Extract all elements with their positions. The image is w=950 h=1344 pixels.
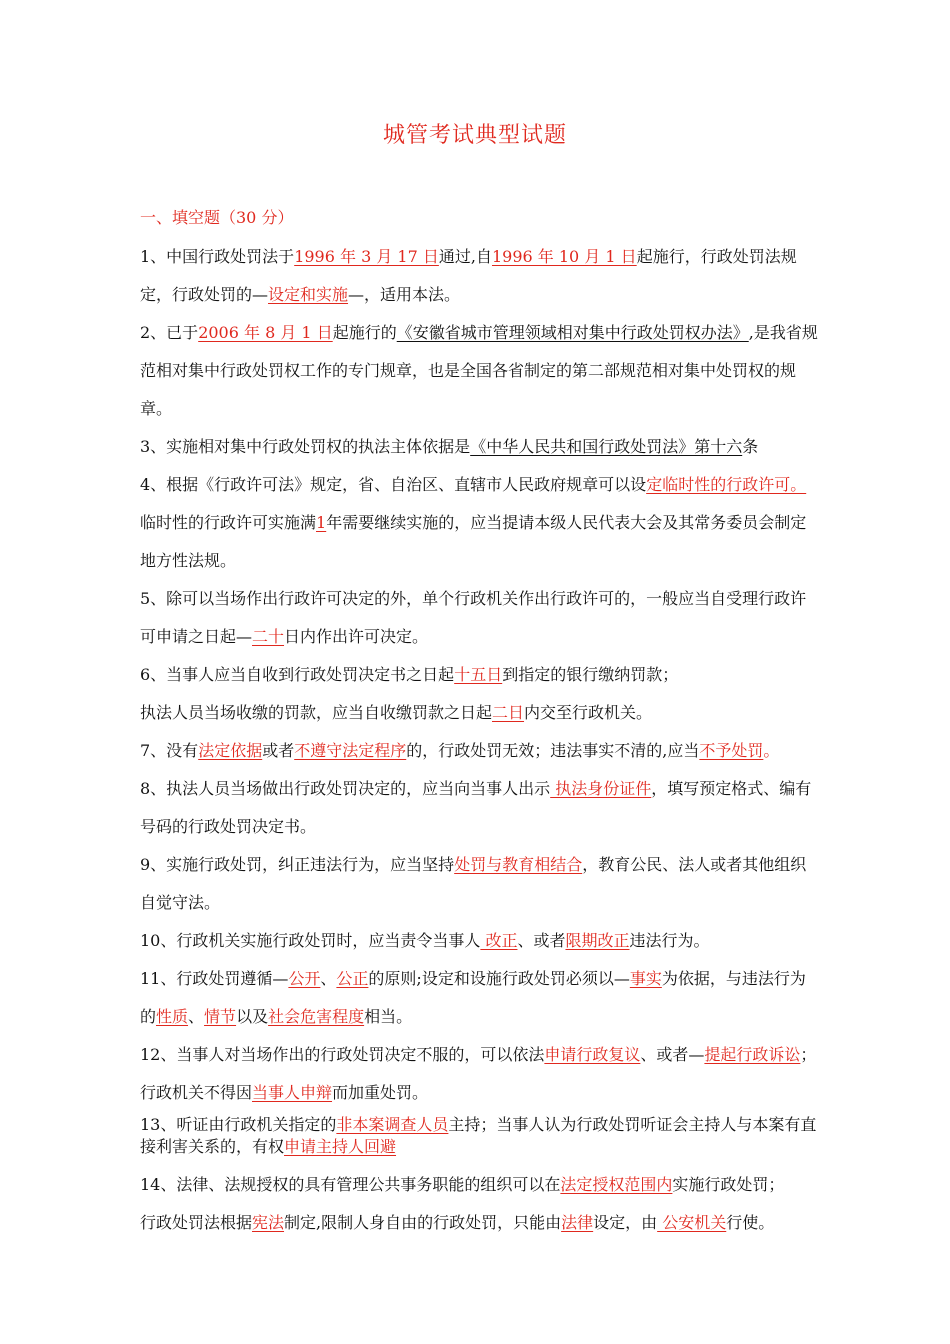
question-text: 10、行政机关实施行政处罚时，应当责令当事人	[140, 931, 481, 950]
answer-blank: 限期改正	[565, 931, 630, 950]
question-text: 为依据，与违法行为的	[140, 969, 806, 1026]
answer-blank: 公开	[288, 969, 321, 988]
question-text: ，填写预定格式、编有号码的行政处罚决定书。	[140, 779, 812, 836]
question-text: 设定，由	[593, 1213, 658, 1232]
question-paragraph	[140, 580, 818, 656]
question-paragraph	[140, 1114, 818, 1158]
answer-blank: 申请行政复议	[544, 1045, 641, 1064]
question-text: 13、听证由行政机关指定的	[140, 1115, 337, 1134]
answer-blank: 定临时性的行政许可。	[646, 475, 807, 494]
question-text: 的，行政处罚无效；违法事实不清的,应当	[406, 741, 700, 760]
question-text: 11、行政处罚遵循—	[140, 969, 289, 988]
answer-blank: 提起行政诉讼	[704, 1045, 801, 1064]
answer-blank: 2006 年 8 月 1 日	[198, 323, 333, 342]
question-paragraph	[140, 656, 818, 694]
question-paragraph	[140, 1036, 818, 1112]
question-text: 而加重处罚。	[332, 1083, 429, 1102]
question-text: 日内作出许可决定。	[284, 627, 429, 646]
question-text: 行政处罚法根据	[140, 1213, 253, 1232]
question-paragraph	[140, 694, 818, 732]
answer-blank: 事实	[629, 969, 662, 988]
answer-blank: 宪法	[252, 1213, 285, 1232]
question-text: 、或者—	[640, 1045, 705, 1064]
question-text: 、	[320, 969, 337, 988]
question-text: 14、法律、法规授权的具有管理公共事务职能的组织可以在	[140, 1175, 561, 1194]
question-paragraph	[140, 770, 818, 846]
answer-blank: 非本案调查人员	[336, 1115, 449, 1134]
answer-blank: 1996 年 10 月 1 日	[491, 247, 637, 266]
question-text: 条	[742, 437, 759, 456]
answer-blank: 性质	[156, 1007, 189, 1026]
question-text: 执法人员当场收缴的罚款，应当自收缴罚款之日起	[140, 703, 493, 722]
answer-blank: 法律	[561, 1213, 594, 1232]
question-text: ，教育公民、法人或者其他组织自觉守法。	[140, 855, 807, 912]
question-text: 7、没有	[140, 741, 199, 760]
answer-blank: 1	[316, 513, 327, 532]
question-text: 12、当事人对当场作出的行政处罚决定不服的，可以依法	[140, 1045, 545, 1064]
answer-blank: 1996 年 3 月 17 日	[294, 247, 439, 266]
question-text: 主持；当事人认为行政处罚听证会主持人与本案有直接利害关系的，有权	[140, 1115, 817, 1156]
question-text: 1、中国行政处罚法于	[140, 247, 295, 266]
question-text: 8、执法人员当场做出行政处罚决定的，应当向当事人出示	[140, 779, 551, 798]
question-text: 实施行政处罚；	[672, 1175, 785, 1194]
question-text: 起施行的	[332, 323, 397, 342]
question-text: 相当。	[364, 1007, 413, 1026]
question-text: 制定,限制人身自由的行政处罚，只能由	[284, 1213, 562, 1232]
answer-blank: 法定依据	[198, 741, 263, 760]
question-text: 违法行为。	[629, 931, 710, 950]
question-paragraph	[140, 846, 818, 922]
question-list	[140, 238, 818, 1242]
answer-blank: 公正	[336, 969, 369, 988]
answer-blank: 《安徽省城市管理领域相对集中行政处罚权办法》	[396, 323, 749, 342]
question-text: 或者	[262, 741, 295, 760]
question-text: 通过,自	[438, 247, 492, 266]
question-text: 6、当事人应当自收到行政处罚决定书之日起	[140, 665, 455, 684]
question-paragraph	[140, 732, 818, 770]
question-paragraph	[140, 1204, 818, 1242]
question-text: 行使。	[726, 1213, 775, 1232]
question-text: 9、实施行政处罚，纠正违法行为，应当坚持	[140, 855, 455, 874]
question-paragraph	[140, 314, 818, 428]
question-text: 临时性的行政许可实施满	[140, 513, 317, 532]
answer-blank: 执法身份证件	[550, 779, 652, 798]
document-title: 城管考试典型试题	[382, 123, 567, 148]
question-text: 以及	[236, 1007, 269, 1026]
answer-blank: 情节	[204, 1007, 237, 1026]
question-paragraph	[140, 960, 818, 1036]
question-text: 2、已于	[140, 323, 199, 342]
question-text: 年需要继续实施的，应当提请本级人民代表大会及其常务委员会制定地方性法规。	[140, 513, 807, 570]
question-text: ,是我省规范相对集中行政处罚权工作的专门规章，也是全国各省制定的第二部规范相对集中处罚权的规章。	[140, 323, 818, 418]
answer-blank: 二十	[252, 627, 285, 646]
answer-blank: 申请主持人回避	[284, 1137, 397, 1156]
answer-blank: 《中华人民共和国行政处罚法》第十六	[470, 437, 743, 456]
answer-blank: 公安机关	[657, 1213, 727, 1232]
answer-blank: 不遵守法定程序	[294, 741, 407, 760]
answer-blank: 处罚与教育相结合	[454, 855, 583, 874]
question-text: 到指定的银行缴纳罚款；	[502, 665, 679, 684]
question-text: ；行政机关不得因	[140, 1045, 817, 1102]
question-paragraph	[140, 922, 818, 960]
answer-blank: 改正	[480, 931, 518, 950]
question-paragraph	[140, 428, 818, 466]
answer-blank: 设定和实施	[268, 285, 349, 304]
question-text: 起施行，行政处罚法规定，行政处罚的—	[140, 247, 797, 304]
question-text: 内交至行政机关。	[524, 703, 653, 722]
answer-blank: 二日	[492, 703, 525, 722]
answer-blank: 当事人申辩	[252, 1083, 333, 1102]
question-text: 5、除可以当场作出行政许可决定的外，单个行政机关作出行政许可的，一般应当自受理行政许可申请之日起—	[140, 589, 807, 646]
question-text: 、	[188, 1007, 205, 1026]
answer-blank: 不予处罚	[699, 741, 764, 760]
question-text: —，适用本法。	[348, 285, 461, 304]
question-text: 、或者	[517, 931, 566, 950]
question-text: 。	[763, 741, 780, 760]
question-paragraph	[140, 1166, 818, 1204]
question-text: 的原则;设定和设施行政处罚必须以—	[368, 969, 630, 988]
question-text: 4、根据《行政许可法》规定，省、自治区、直辖市人民政府规章可以设	[140, 475, 647, 494]
answer-blank: 社会危害程度	[268, 1007, 365, 1026]
question-text: 3、实施相对集中行政处罚权的执法主体依据是	[140, 437, 471, 456]
answer-blank: 法定授权范围内	[560, 1175, 673, 1194]
question-paragraph	[140, 238, 818, 314]
answer-blank: 十五日	[454, 665, 503, 684]
section-heading: 一、填空题（30 分）	[140, 208, 294, 227]
question-paragraph	[140, 466, 818, 580]
